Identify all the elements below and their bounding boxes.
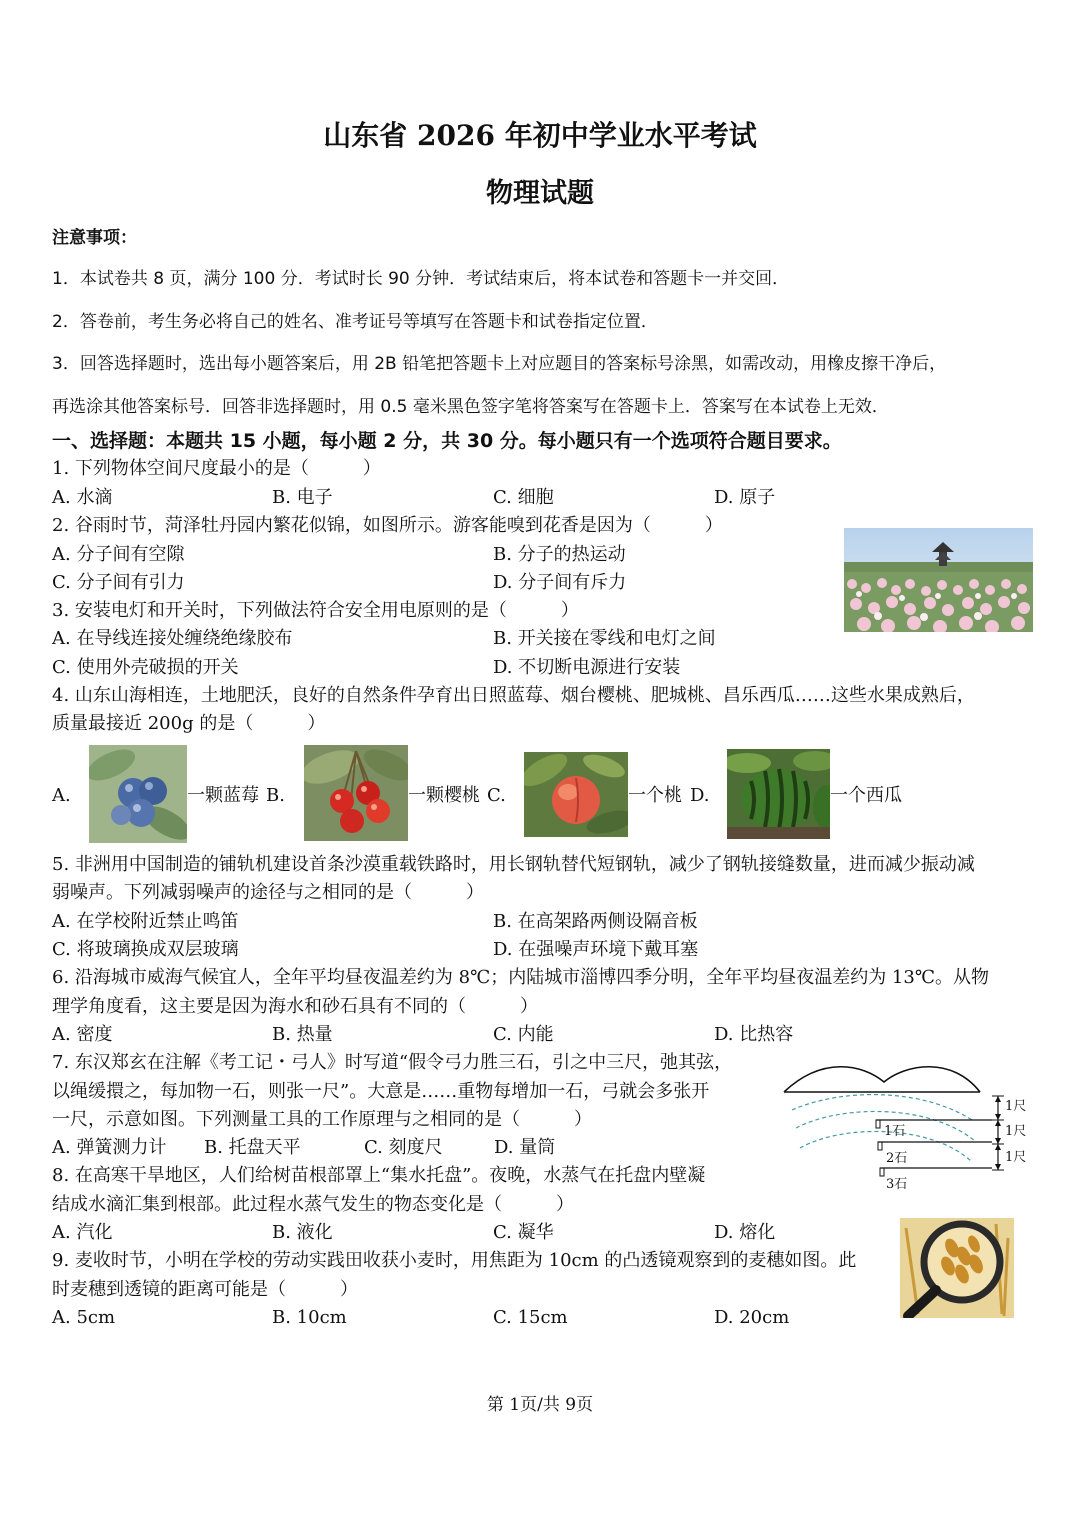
q4-stem-line2: 质量最接近 200g 的是（ ） [52,713,326,734]
fig-label-chi-2: 1尺 [1005,1124,1027,1139]
q4-stem-line1: 4. 山东山海相连，土地肥沃，良好的自然条件孕育出日照蓝莓、烟台樱桃、肥城桃、昌乐西瓜……这些水果成熟后， [52,685,975,706]
q9-option-d: D. 20cm [714,1307,790,1328]
q6-option-b: B. 热量 [272,1024,333,1045]
notice-item-1: 1．本试卷共 8 页，满分 100 分．考试时长 90 分钟．考试结束后，将本试卷和答题卡一并交回． [52,269,790,289]
peony-garden-photo [844,528,1033,632]
fig-label-dan-1: 1石 [884,1124,906,1139]
q9-option-c: C. 15cm [493,1307,568,1328]
q1-option-c: C. 细胞 [493,487,554,508]
fig-label-dan-3: 3石 [886,1177,908,1192]
q4-option-b-text: 一颗樱桃 [408,785,480,806]
fig-label-chi-1: 1尺 [1005,1099,1027,1114]
page-number: 第 1页/共 9页 [486,1395,594,1415]
q3-option-c: C. 使用外壳破损的开关 [52,657,239,678]
q7-option-d: D. 量筒 [494,1137,556,1158]
q8-stem-line1: 8. 在高寒干旱地区，人们给树苗根部罩上“集水托盘”。夜晚，水蒸气在托盘内壁凝 [52,1165,706,1186]
q7-option-c: C. 刻度尺 [364,1137,443,1158]
cherry-photo [304,745,408,841]
q3-option-b: B. 开关接在零线和电灯之间 [493,628,716,649]
blueberry-photo [89,745,187,843]
q6-stem-line2: 理学角度看，这主要是因为海水和砂石具有不同的（ ） [52,996,538,1017]
q8-stem-line2: 结成水滴汇集到根部。此过程水蒸气发生的物态变化是（ ） [52,1194,574,1215]
q9-option-b: B. 10cm [272,1307,347,1328]
magnifier-wheat-photo [900,1218,1014,1318]
q8-option-b: B. 液化 [272,1222,333,1243]
notice-item-3b: 再选涂其他答案标号．回答非选择题时，用 0.5 毫米黑色签字笔将答案写在答题卡上．答案写在本试卷上无效． [52,397,889,417]
notice-item-2: 2．答卷前，考生务必将自己的姓名、准考证号等填写在答题卡和试卷指定位置． [52,312,658,332]
q9-option-a: A. 5cm [52,1307,116,1328]
q7-stem-line3: 一尺，示意如图。下列测量工具的工作原理与之相同的是（ ） [52,1109,592,1130]
q8-option-c: C. 凝华 [493,1222,554,1243]
q5-option-c: C. 将玻璃换成双层玻璃 [52,939,239,960]
q4-option-c-text: 一个桃 [628,785,682,806]
q4-option-b-label: B. [266,785,285,806]
q5-stem-line1: 5. 非洲用中国制造的铺轨机建设首条沙漠重载铁路时，用长钢轨替代短钢轨，减少了钢轨接缝数量，进而减少振动减 [52,854,975,875]
q1-option-b: B. 电子 [272,487,333,508]
fig-label-chi-3: 1尺 [1005,1150,1027,1165]
notice-heading: 注意事项： [52,228,137,248]
q3-option-d: D. 不切断电源进行安装 [493,657,681,678]
notice-item-3a: 3．回答选择题时，选出每小题答案后，用 2B 铅笔把答题卡上对应题目的答案标号涂黑，如需改动，用橡皮擦干净后， [52,354,947,374]
watermelon-photo [727,749,830,839]
q5-option-a: A. 在学校附近禁止鸣笛 [52,911,239,932]
q2-option-b: B. 分子的热运动 [493,544,626,565]
q8-option-d: D. 熔化 [714,1222,776,1243]
q9-stem-line2: 时麦穗到透镜的距离可能是（ ） [52,1279,358,1300]
q9-stem-line1: 9. 麦收时节，小明在学校的劳动实践田收获小麦时，用焦距为 10cm 的凸透镜观察到的麦穗如图。此 [52,1250,857,1271]
q1-option-d: D. 原子 [714,487,776,508]
q6-option-a: A. 密度 [52,1024,113,1045]
q5-option-b: B. 在高架路两侧设隔音板 [493,911,698,932]
q2-stem: 2. 谷雨时节，菏泽牡丹园内繁花似锦，如图所示。游客能嗅到花香是因为（ ） [52,515,723,536]
q5-option-d: D. 在强噪声环境下戴耳塞 [493,939,699,960]
q5-stem-line2: 弱噪声。下列减弱噪声的途径与之相同的是（ ） [52,882,484,903]
q7-stem-line2: 以绳缓擐之，每加物一石，则张一尺”。大意是……重物每增加一石，弓就会多张开 [52,1081,710,1102]
q3-stem: 3. 安装电灯和开关时，下列做法符合安全用电原则的是（ ） [52,600,579,621]
q6-option-d: D. 比热容 [714,1024,794,1045]
q4-option-d-text: 一个西瓜 [830,785,902,806]
q7-option-b: B. 托盘天平 [204,1137,301,1158]
section-heading: 一、选择题：本题共 15 小题，每小题 2 分，共 30 分。每小题只有一个选项符合题目要求。 [52,430,842,452]
q6-stem-line1: 6. 沿海城市威海气候宜人，全年平均昼夜温差约为 8℃；内陆城市淄博四季分明，全年平均昼夜温差约为 13℃。从物 [52,967,989,988]
page-subtitle: 物理试题 [486,178,594,209]
q4-option-d-label: D. [690,785,710,806]
q1-stem: 1. 下列物体空间尺度最小的是（ ） [52,458,381,479]
q4-option-a-label: A. [52,785,71,806]
q7-stem-line1: 7. 东汉郑玄在注解《考工记・弓人》时写道“假令弓力胜三石，引之中三尺，弛其弦， [52,1052,733,1073]
q4-option-a-text: 一颗蓝莓 [187,785,259,806]
q8-option-a: A. 汽化 [52,1222,113,1243]
q4-option-c-label: C. [487,785,506,806]
q7-option-a: A. 弹簧测力计 [52,1137,167,1158]
q1-option-a: A. 水滴 [52,487,113,508]
page-title: 山东省 2026 年初中学业水平考试 [323,119,757,152]
peach-photo [524,752,628,837]
q3-option-a: A. 在导线连接处缠绕绝缘胶布 [52,628,293,649]
q2-option-a: A. 分子间有空隙 [52,544,185,565]
q2-option-c: C. 分子间有引力 [52,572,185,593]
q2-option-d: D. 分子间有斥力 [493,572,627,593]
fig-label-dan-2: 2石 [886,1151,908,1166]
bow-diagram [782,1058,1042,1196]
q6-option-c: C. 内能 [493,1024,554,1045]
